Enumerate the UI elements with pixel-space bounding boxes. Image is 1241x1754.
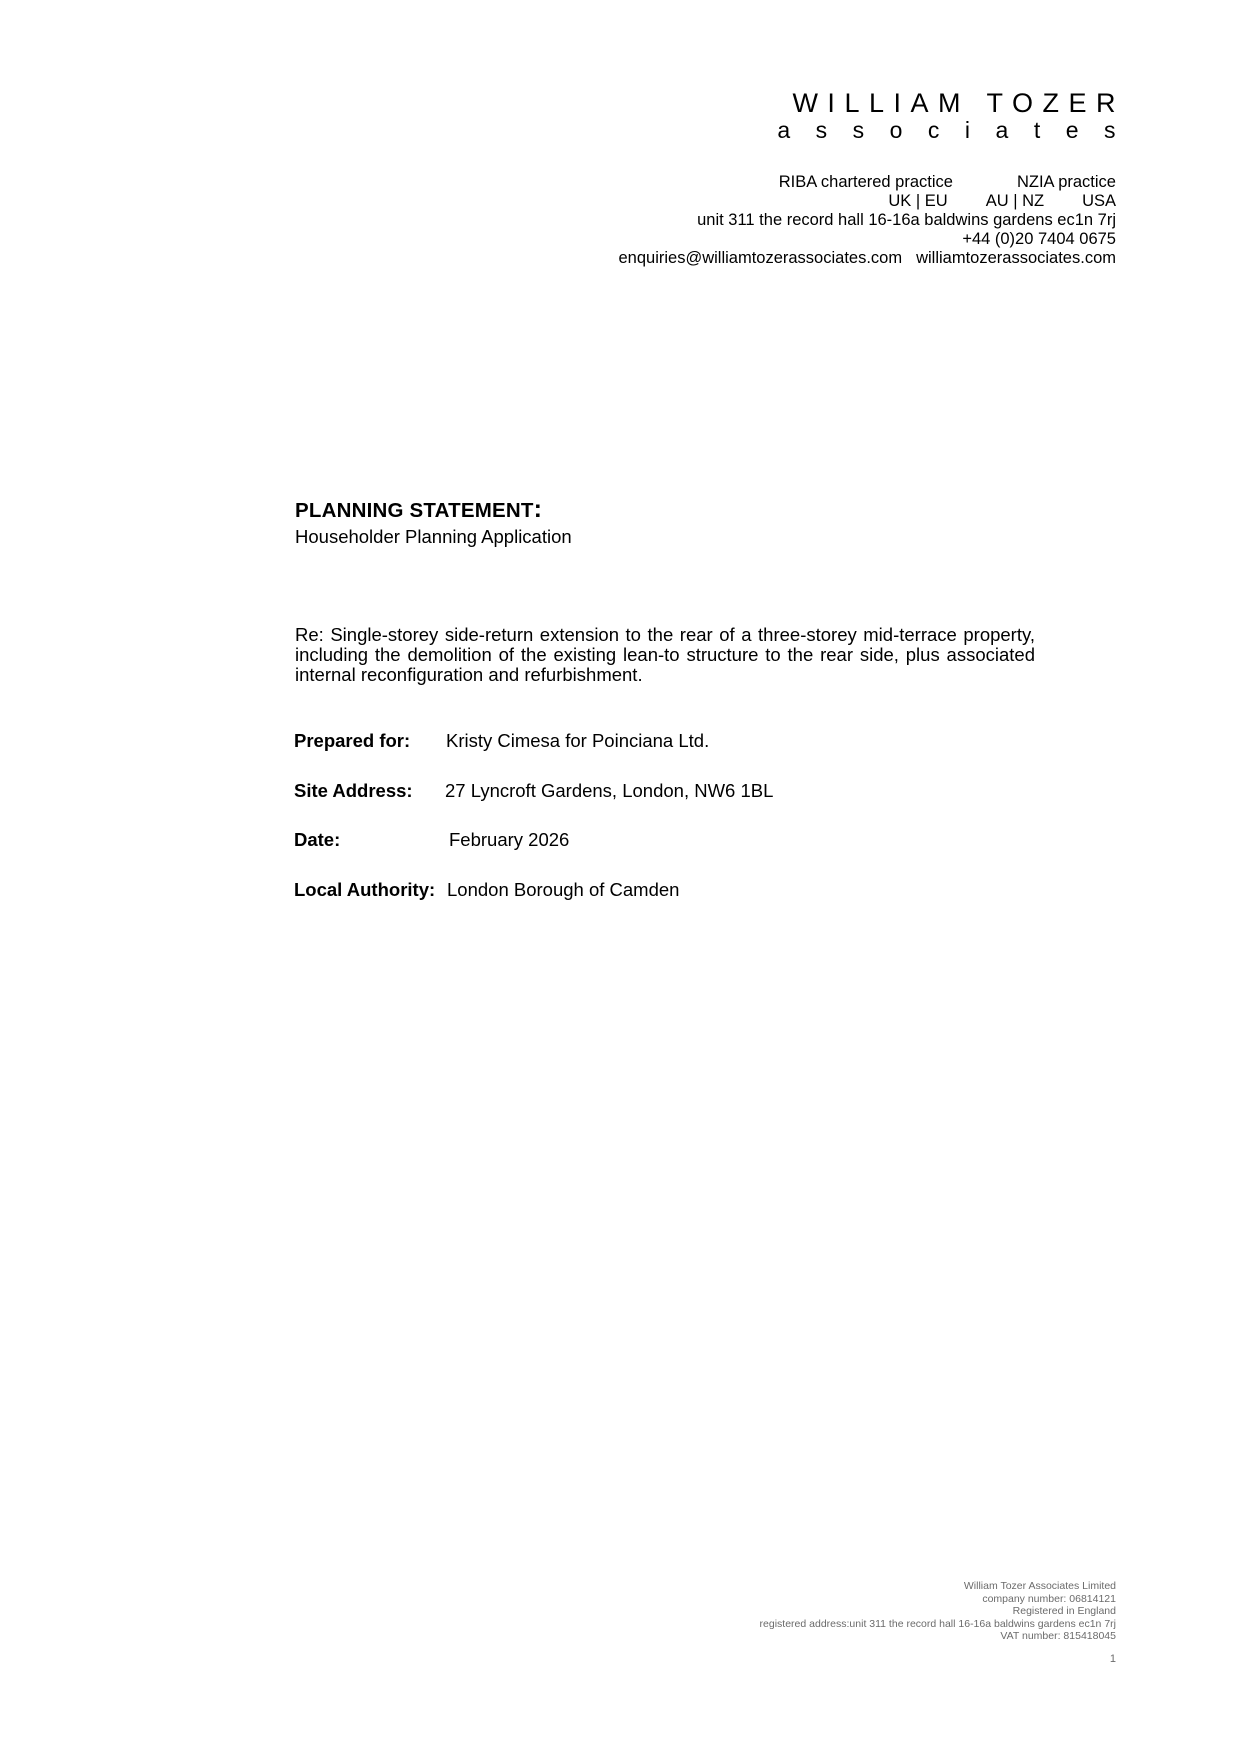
email-address: enquiries@williamtozerassociates.com (618, 249, 903, 267)
page-number: 1 (1109, 1653, 1116, 1665)
detail-label: Date: (294, 829, 341, 850)
detail-label: Prepared for: (294, 730, 411, 751)
title-text: PLANNING STATEMENT (295, 499, 534, 522)
region-uk-eu: UK | EU (888, 192, 948, 210)
detail-prepared-for (294, 730, 709, 752)
footer-company-number: company number: 06814121 (982, 1592, 1116, 1605)
riba-practice: RIBA chartered practice (778, 173, 953, 191)
detail-label: Site Address: (294, 780, 413, 801)
footer-company-info (760, 1580, 1116, 1643)
detail-value: 27 Lyncroft Gardens, London, NW6 1BL (445, 780, 774, 801)
company-logo (777, 88, 1141, 143)
detail-date (294, 829, 569, 851)
title-colon: : (533, 495, 543, 523)
footer-registered-address: registered address:unit 311 the record hall 16-16a baldwins gardens ec1n 7rj (759, 1617, 1116, 1630)
region-au-nz: AU | NZ (985, 192, 1045, 210)
nzia-practice: NZIA practice (1016, 173, 1116, 191)
detail-label: Local Authority: (294, 879, 436, 900)
email-website-line (618, 249, 1116, 268)
footer-company: William Tozer Associates Limited (963, 1580, 1116, 1592)
detail-value: Kristy Cimesa for Poinciana Ltd. (446, 730, 710, 751)
detail-value: February 2026 (449, 829, 570, 850)
document-title (295, 495, 542, 524)
footer-registered: Registered in England (1012, 1605, 1116, 1617)
detail-value: London Borough of Camden (447, 879, 680, 900)
detail-local-authority (294, 879, 679, 901)
practice-line (618, 173, 1116, 192)
office-address: unit 311 the record hall 16-16a baldwins gardens ec1n 7rj (697, 211, 1116, 229)
contact-block (618, 173, 1116, 268)
document-subtitle: Householder Planning Application (295, 526, 572, 547)
region-usa: USA (1082, 192, 1116, 210)
phone-number: +44 (0)20 7404 0675 (962, 230, 1116, 248)
detail-site-address (294, 780, 773, 802)
re-paragraph: Re: Single-storey side-return extension to the rear of a three-storey mid-terrace property, including the demolition of the existing lean-to structure to the rear side, plus associated internal reconfiguration and refurbishment. (295, 624, 1035, 685)
logo-name: WILLIAM TOZER (792, 88, 1125, 118)
website: williamtozerassociates.com (916, 249, 1116, 267)
logo-subtitle: associates (777, 117, 1141, 143)
footer-vat: VAT number: 815418045 (1000, 1630, 1116, 1642)
regions-line (618, 192, 1116, 211)
